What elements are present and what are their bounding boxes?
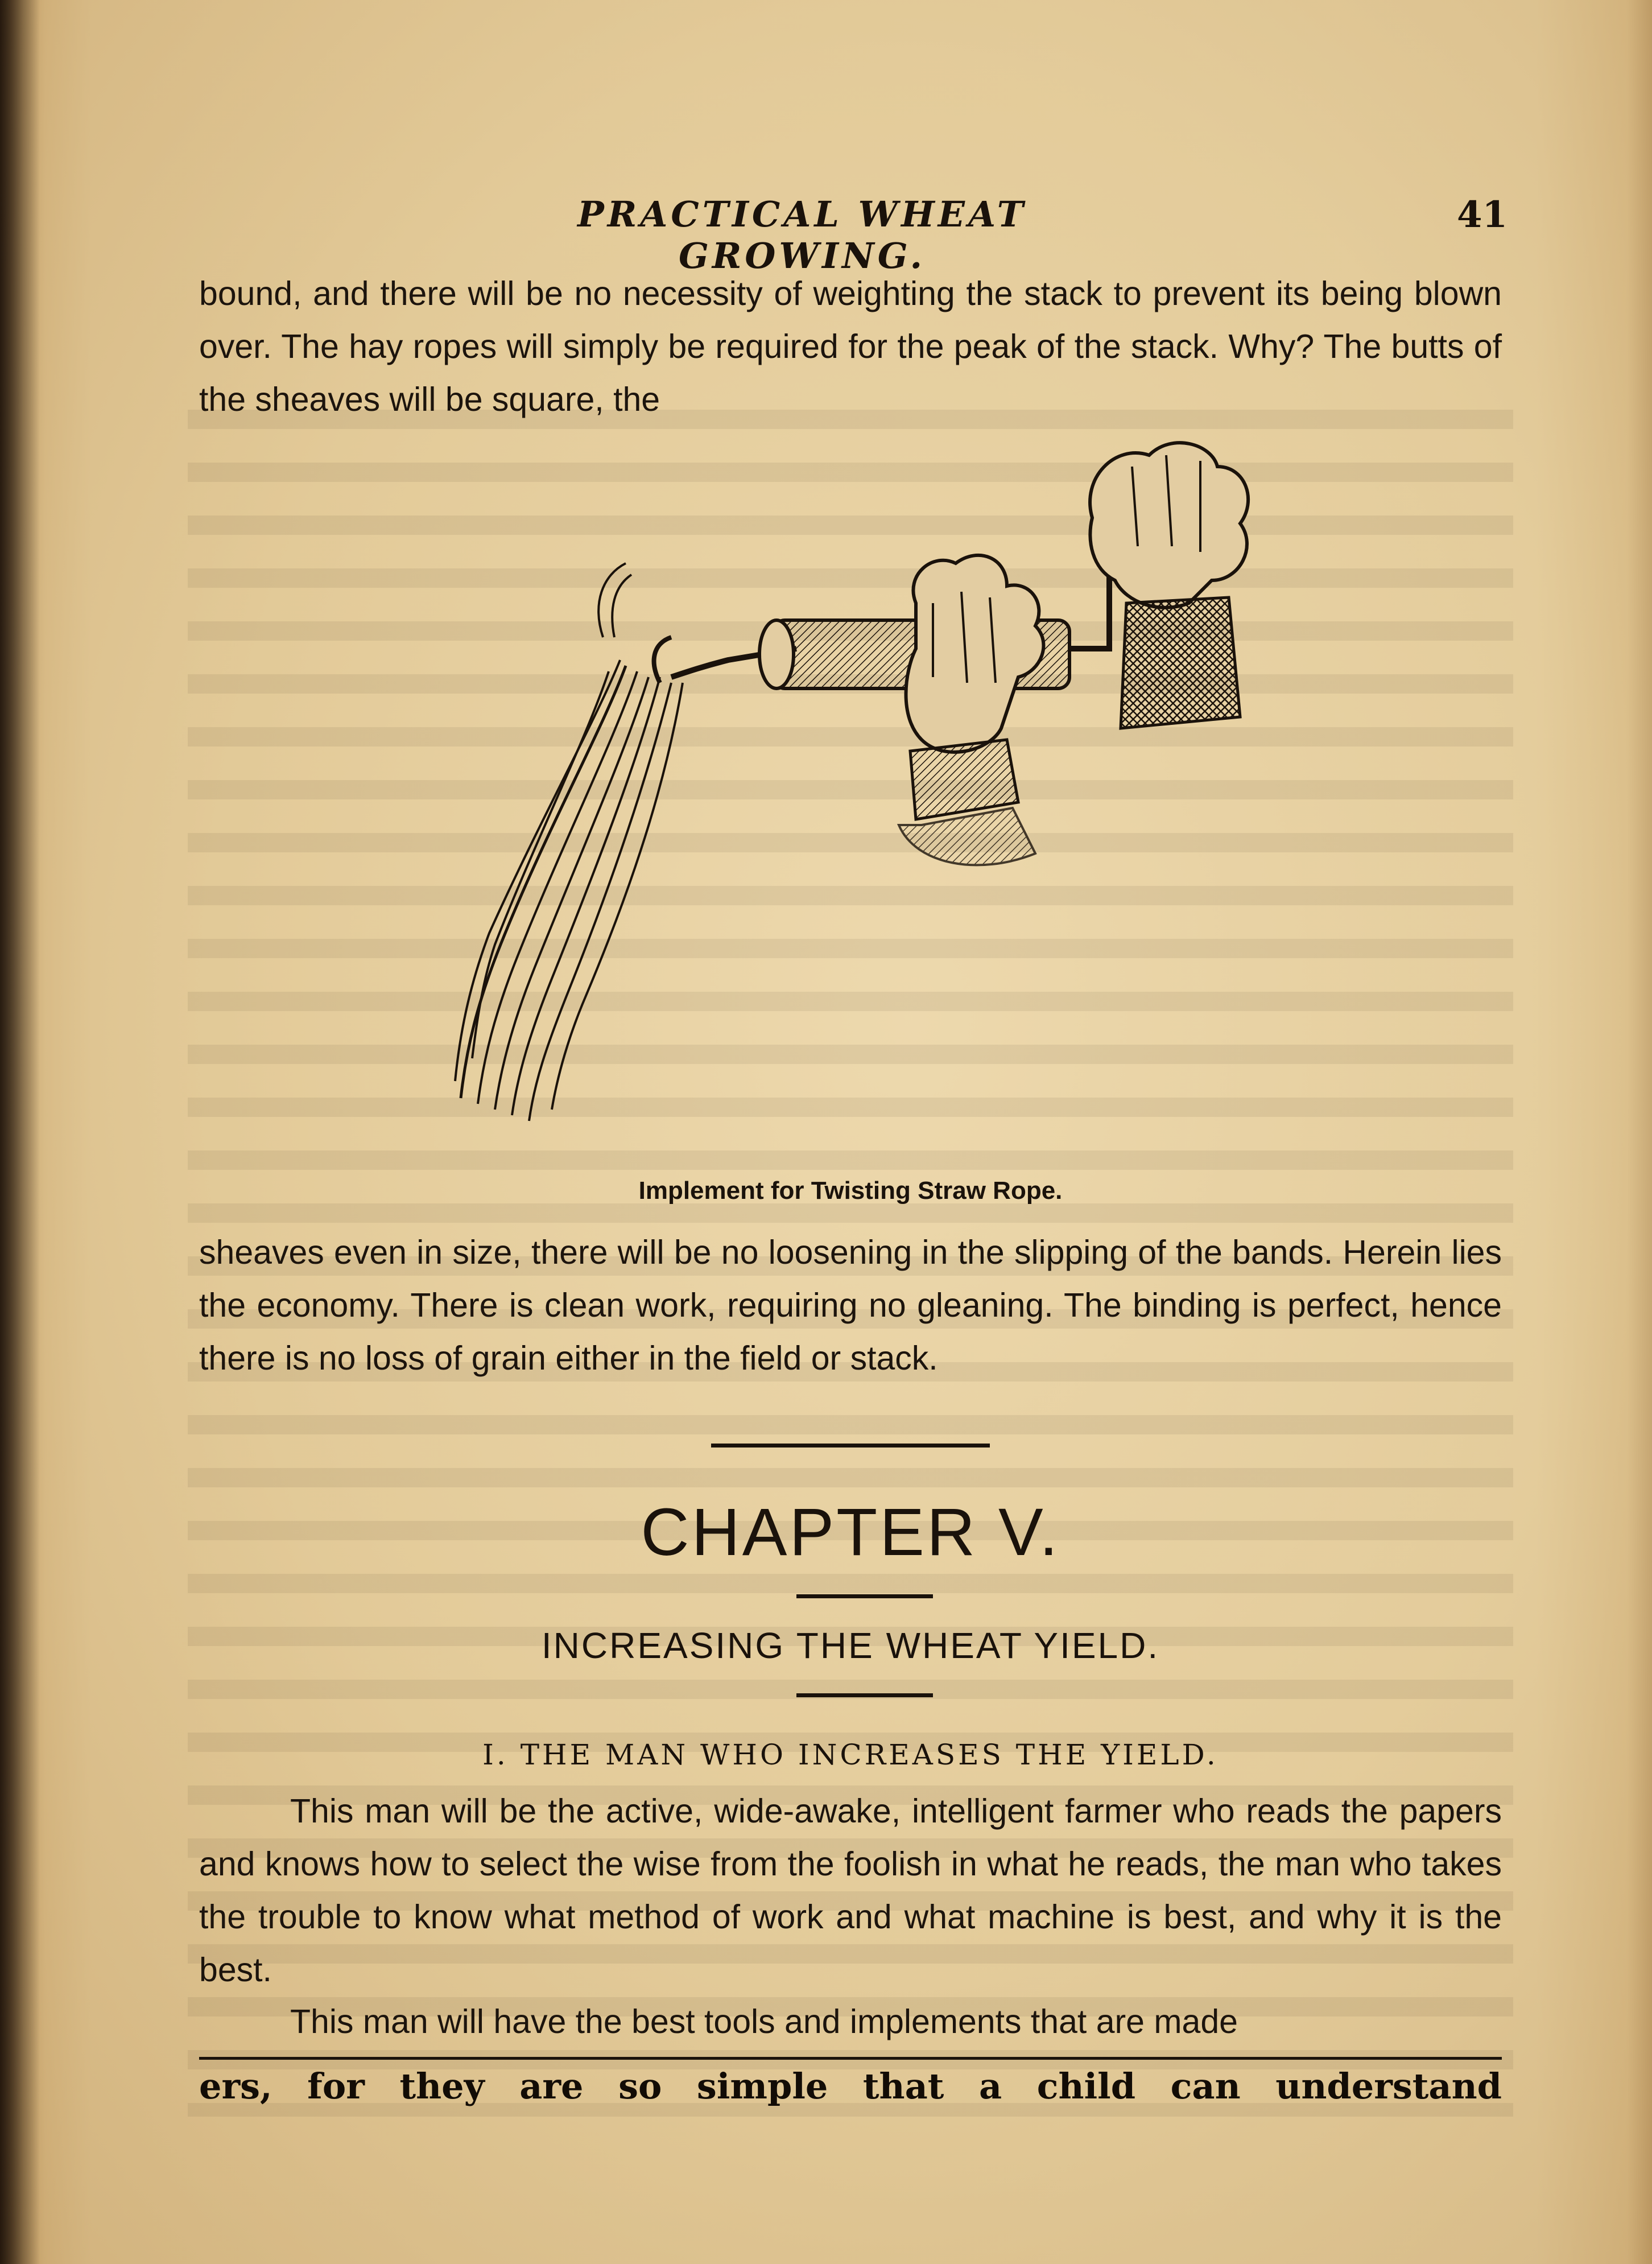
- chapter-title-rule: [796, 1594, 933, 1598]
- figure-caption: Implement for Twisting Straw Rope.: [638, 1177, 1063, 1205]
- chapter-subtitle-rule: [796, 1693, 933, 1697]
- page-header: [199, 193, 1508, 277]
- page-number: 41: [1456, 193, 1508, 236]
- top-paragraph: bound, and there will be no necessity of weighting the stack to prevent its being blown over. The hay ropes will simply be required for the peak of the stack. Why? The butts of the sheaves will be square, the: [199, 275, 1502, 418]
- body-paragraph: This man will be the active, wide-awake, intelligent farmer who reads the papers and knows how to select the wise from the foolish in what he reads, the man who takes the trouble to know what method of work and what machine is best, and why it is the best.: [199, 1792, 1502, 1989]
- running-title: PRACTICAL WHEAT GROWING.: [577, 193, 1027, 277]
- section-divider-rule: [711, 1444, 990, 1448]
- binding-shadow: [0, 0, 40, 2264]
- chapter-title: CHAPTER V.: [641, 1495, 1060, 1570]
- hand-crank-rope-twister-icon: [432, 432, 1286, 1172]
- bottom-advertisement-line: ers, for they are so simple that a child can understand: [199, 2065, 1502, 2107]
- body-paragraph: This man will have the best tools and implements that are made: [290, 2003, 1238, 2040]
- middle-paragraph: sheaves even in size, there will be no loosening in the slipping of the bands. Herein lies the economy. There is clean work, requiring no gleaning. The binding is perfect, hence there is no loss of grain either in the field or stack.: [199, 1234, 1502, 1377]
- chapter-subtitle: INCREASING THE WHEAT YIELD.: [541, 1625, 1160, 1666]
- footer-rule: [199, 2057, 1502, 2060]
- section-heading: I. THE MAN WHO INCREASES THE YIELD.: [482, 1738, 1219, 1771]
